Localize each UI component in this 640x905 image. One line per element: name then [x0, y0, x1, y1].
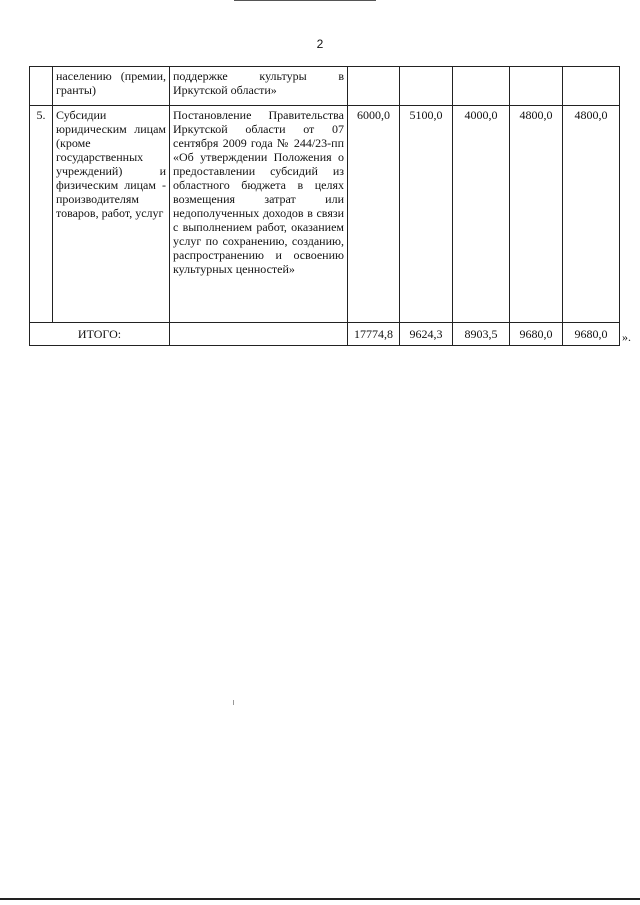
value-cell: 4800,0 — [563, 106, 620, 323]
legal-basis-cell: поддержке культуры в Иркутской области» — [170, 67, 348, 106]
header-rule — [234, 0, 376, 1]
footer-rule — [0, 898, 640, 900]
value-cell — [563, 67, 620, 106]
total-value-cell: 17774,8 — [348, 323, 400, 346]
value-cell — [510, 67, 563, 106]
budget-table — [29, 66, 620, 346]
total-value-cell: 9680,0 — [510, 323, 563, 346]
value-cell: 4800,0 — [510, 106, 563, 323]
total-value-cell: 8903,5 — [453, 323, 510, 346]
table-row-total — [30, 323, 620, 346]
recipient-cell: Субсидии юридическим лицам (кроме государственных учреждений) и физическим лицам - производителям товаров, работ, услуг — [53, 106, 170, 323]
empty-cell — [170, 323, 348, 346]
closing-quote-mark: ». — [622, 330, 631, 344]
legal-basis-cell: Постановление Правительства Иркутской области от 07 сентября 2009 года № 244/23-пп «Об утверждении Положения о предоставлении субсидий из областного бюджета в целях возмещения затрат или недополученных доходов в связи с выполнением работ, оказанием услуг по сохранению, созданию, распространению и освоению культурных ценностей» — [170, 106, 348, 323]
value-cell: 6000,0 — [348, 106, 400, 323]
total-value-cell: 9680,0 — [563, 323, 620, 346]
value-cell — [453, 67, 510, 106]
total-value-cell: 9624,3 — [400, 323, 453, 346]
value-cell — [348, 67, 400, 106]
value-cell: 5100,0 — [400, 106, 453, 323]
scan-artifact — [233, 700, 234, 705]
row-index: 5. — [30, 106, 53, 323]
table-row-continuation — [30, 67, 620, 106]
value-cell: 4000,0 — [453, 106, 510, 323]
recipient-cell: населению (премии, гранты) — [53, 67, 170, 106]
page-number: 2 — [316, 37, 324, 51]
table-row-5 — [30, 106, 620, 323]
value-cell — [400, 67, 453, 106]
total-label: ИТОГО: — [30, 323, 170, 346]
row-index — [30, 67, 53, 106]
